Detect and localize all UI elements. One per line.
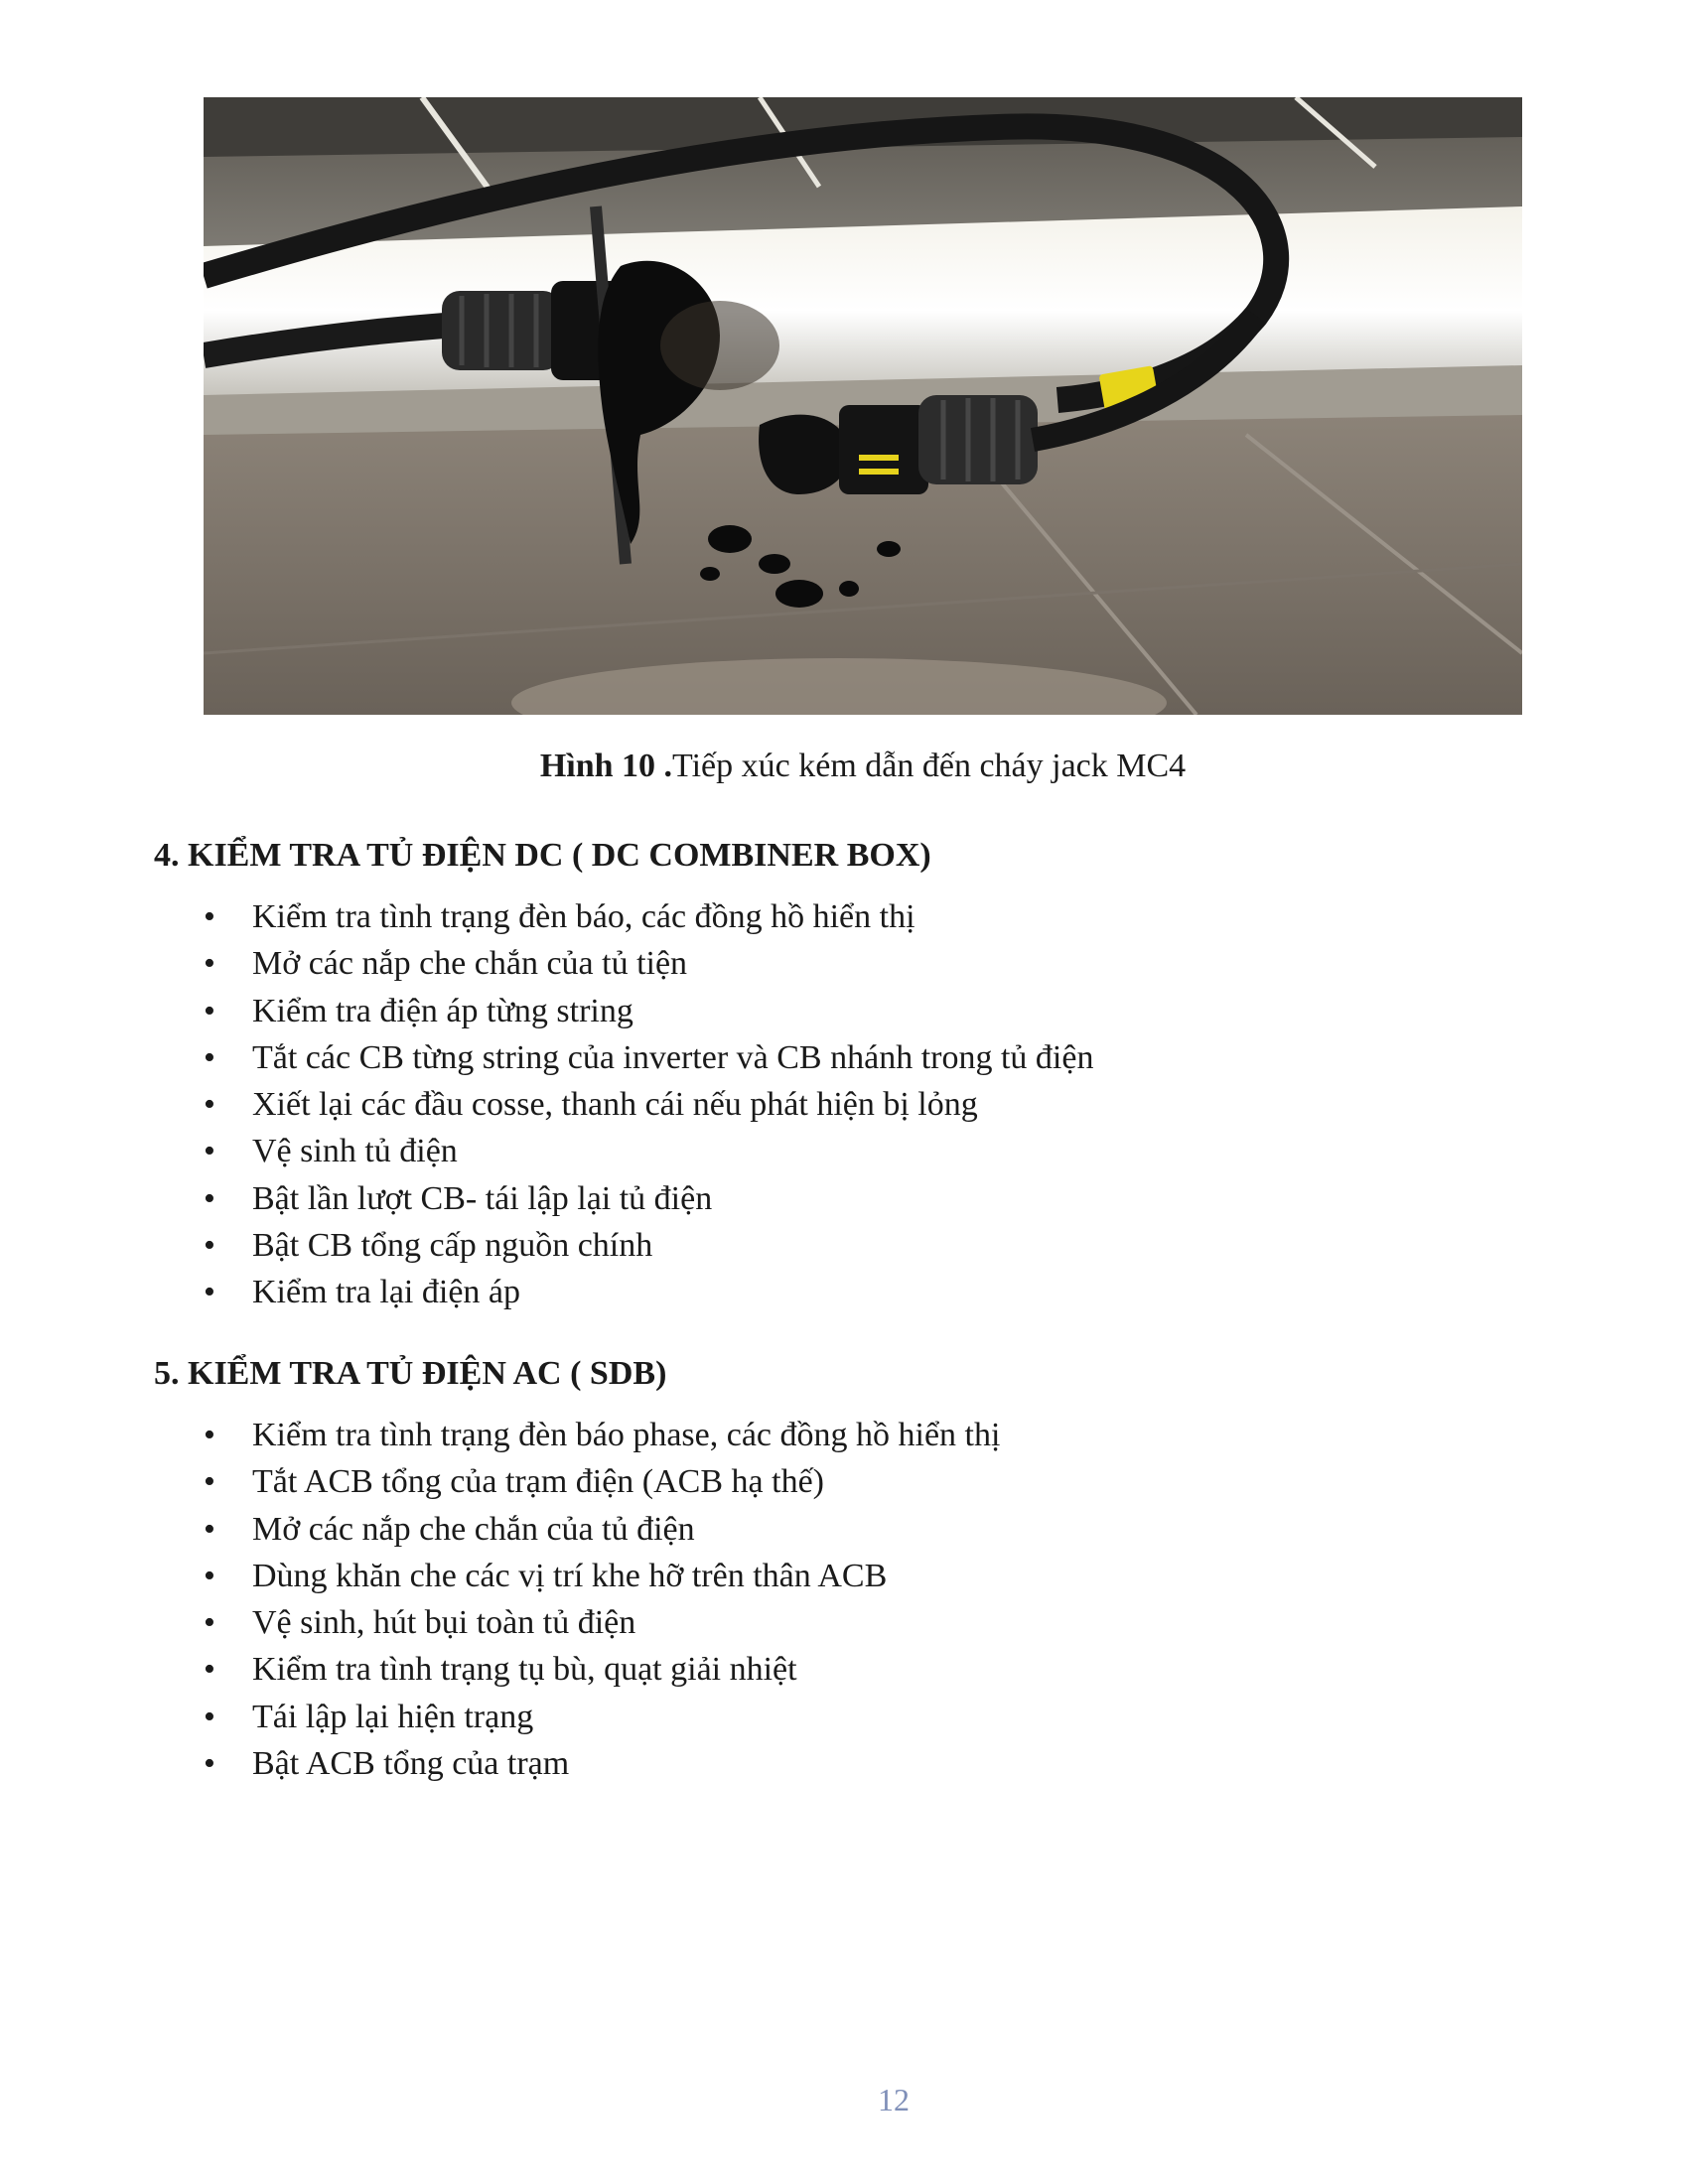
list-item [204,1553,1000,1599]
dc-combiner-checklist [204,893,1093,1316]
list-item [204,940,1093,987]
list-item [204,1646,1000,1693]
list-item [204,1458,1000,1505]
list-item-text: Kiểm tra lại điện áp [252,1274,521,1311]
figure-caption-text: Tiếp xúc kém dẫn đến cháy jack MC4 [672,748,1187,784]
list-item-text: Tắt ACB tổng của trạm điện (ACB hạ thế) [252,1463,824,1501]
list-item-text: Kiểm tra tình trạng đèn báo phase, các đồng hồ hiển thị [252,1417,1001,1453]
bullet-icon: • [204,945,215,983]
list-item [204,1599,1000,1646]
section-title-ac-sdb: 5. KIỂM TRA TỦ ĐIỆN AC ( SDB) [154,1355,667,1392]
bullet-icon: • [204,1038,215,1076]
bullet-icon: • [204,1510,215,1548]
bullet-icon: • [204,992,215,1029]
bullet-icon: • [204,1133,215,1170]
section-title-dc-combiner-box: 4. KIỂM TRA TỦ ĐIỆN DC ( DC COMBINER BOX) [154,837,931,874]
list-item [204,1740,1000,1787]
figure-caption [204,747,1522,786]
list-item [204,1412,1000,1458]
list-item [204,1128,1093,1174]
bullet-icon: • [204,1463,215,1501]
list-item-text: Bật ACB tổng của trạm [252,1745,570,1783]
list-item-text: Dùng khăn che các vị trí khe hỡ trên thân ACB [252,1557,888,1594]
list-item-text: Bật lần lượt CB- tái lập lại tủ điện [252,1179,713,1217]
list-item-text: Kiểm tra tình trạng tụ bù, quạt giải nhiệt [252,1651,797,1689]
bullet-icon: • [204,1179,215,1217]
list-item-text: Tắt các CB từng string của inverter và CB nhánh trong tủ điện [252,1038,1094,1076]
list-item-text: Bật CB tổng cấp nguồn chính [252,1227,653,1265]
bullet-icon: • [204,898,215,935]
list-item-text: Xiết lại các đầu cosse, thanh cái nếu phát hiện bị lỏng [252,1086,978,1124]
list-item [204,1222,1093,1269]
figure-photo-burnt-mc4-connector [204,97,1522,715]
bullet-icon: • [204,1698,215,1735]
bullet-icon: • [204,1417,215,1453]
bullet-icon: • [204,1604,215,1642]
list-item-text: Mở các nắp che chắn của tủ tiện [252,945,688,983]
bullet-icon: • [204,1227,215,1265]
list-item-text: Kiểm tra tình trạng đèn báo, các đồng hồ hiển thị [252,898,915,935]
list-item-text: Vệ sinh tủ điện [252,1133,458,1170]
list-item [204,1694,1000,1740]
bullet-icon: • [204,1557,215,1594]
list-item-text: Tái lập lại hiện trạng [252,1698,534,1735]
list-item-text: Vệ sinh, hút bụi toàn tủ điện [252,1604,636,1642]
list-item [204,1269,1093,1315]
bullet-icon: • [204,1274,215,1311]
photo-illustration [204,97,1522,715]
list-item [204,1034,1093,1081]
ac-sdb-checklist [204,1412,1000,1787]
list-item [204,893,1093,940]
list-item [204,1081,1093,1128]
list-item [204,988,1093,1034]
list-item [204,1506,1000,1553]
page-number: 12 [878,2082,910,2117]
list-item [204,1175,1093,1222]
figure-caption-label: Hình 10 . [539,748,673,784]
list-item-text: Kiểm tra điện áp từng string [252,992,633,1029]
bullet-icon: • [204,1086,215,1124]
bullet-icon: • [204,1651,215,1689]
list-item-text: Mở các nắp che chắn của tủ điện [252,1510,695,1548]
bullet-icon: • [204,1745,215,1783]
